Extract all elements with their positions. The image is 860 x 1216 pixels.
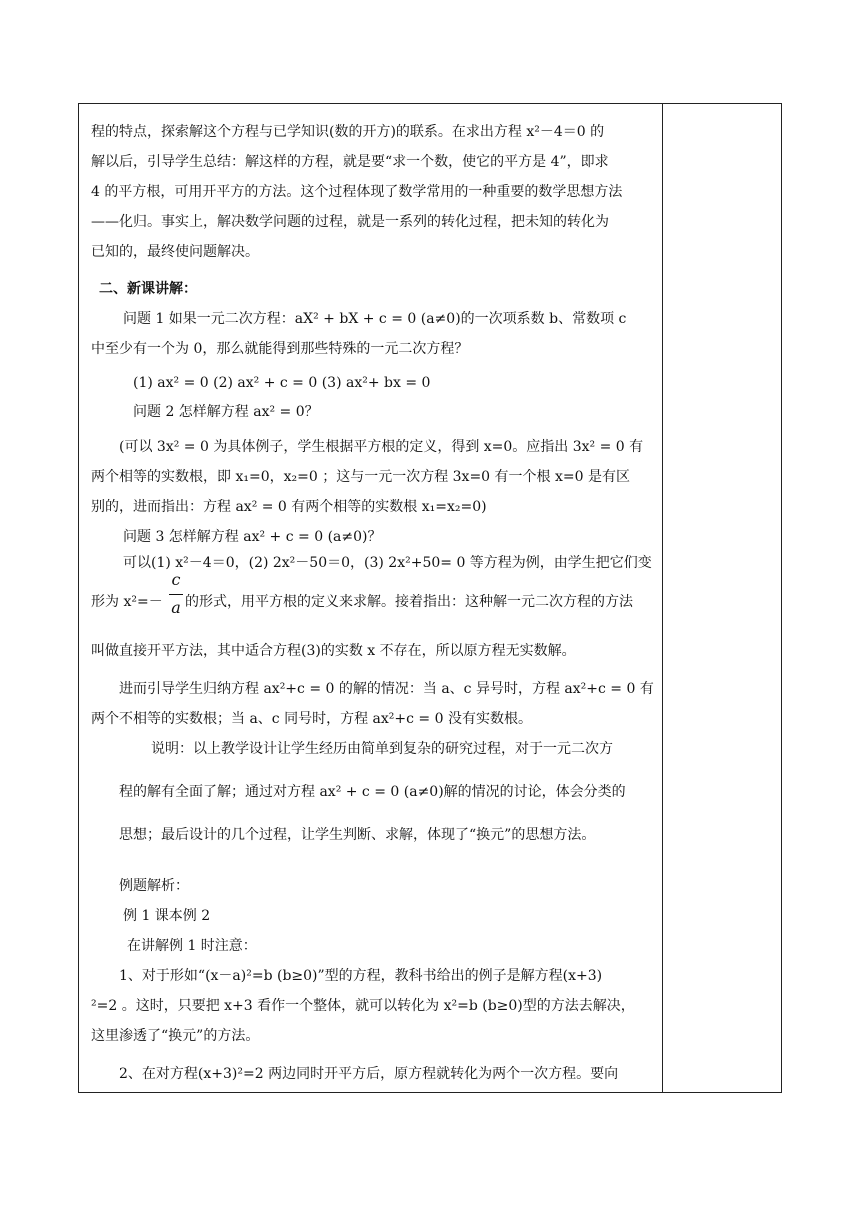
text-line: 可以(1) x²－4＝0，(2) 2x²－50＝0，(3) 2x²+50= 0 等方程为例，由学生把它们变 <box>123 555 652 571</box>
equation-list: (1) ax² = 0 (2) ax² + c = 0 (3) ax²+ bx = 0 <box>133 375 431 391</box>
text-line: 问题 1 如果一元二次方程：aX² + bX + c = 0 (a≠0)的一次项系数 b、常数项 c <box>123 311 627 327</box>
text-line: 2、在对方程(x+3)²=2 两边同时开平方后，原方程就转化为两个一次方程。要向 <box>119 1066 619 1082</box>
text-line: 1、对于形如“(x－a)²=b (b≥0)”型的方程，教科书给出的例子是解方程(x+3) <box>119 968 603 984</box>
text-line: 问题 3 怎样解方程 ax² + c = 0 (a≠0)？ <box>123 529 382 545</box>
text-line: 解以后，引导学生总结：解这样的方程，就是要“求一个数，使它的平方是 4”，即求 <box>91 154 609 170</box>
text-line: 两个不相等的实数根；当 a、c 同号时，方程 ax²+c = 0 没有实数根。 <box>91 711 532 727</box>
text-line: (可以 3x² = 0 为具体例子，学生根据平方根的定义，得到 x=0。应指出 3x² = 0 有 <box>119 439 644 455</box>
text-line: 4 的平方根，可用开平方的方法。这个过程体现了数学常用的一种重要的数学思想方法 <box>91 184 623 200</box>
text-line: 叫做直接开平方法，其中适合方程(3)的实数 x 不存在，所以原方程无实数解。 <box>91 643 576 659</box>
note-line: 程的解有全面了解；通过对方程 ax² + c = 0 (a≠0)解的情况的讨论，体会分类的 <box>119 784 626 800</box>
section-heading: 二、新课讲解： <box>99 281 197 297</box>
fraction-denominator: a <box>171 598 181 617</box>
note-line: 说明：以上教学设计让学生经历由简单到复杂的研究过程，对于一元二次方 <box>151 741 613 757</box>
text-line: 程的特点，探索解这个方程与已学知识(数的开方)的联系。在求出方程 x²－4＝0 的 <box>91 124 605 140</box>
text-line: 形为 x²=－ <box>91 594 163 610</box>
text-line: 别的，进而指出：方程 ax² = 0 有两个相等的实数根 x₁=x₂=0) <box>91 499 487 515</box>
text-line: 进而引导学生归纳方程 ax²+c = 0 的解的情况：当 a、c 异号时，方程 ax²+c = 0 有 <box>119 681 654 697</box>
text-line: 两个相等的实数根，即 x₁=0，x₂=0 ；这与一元一次方程 3x=0 有一个根 x=0 是有区 <box>91 469 630 485</box>
text-line: ——化归。事实上，解决数学问题的过程，就是一系列的转化过程，把未知的转化为 <box>91 214 609 230</box>
text-line: 的形式，用平方根的定义来求解。接着指出：这种解一元二次方程的方法 <box>185 594 633 610</box>
text-line: 在讲解例 1 时注意： <box>127 938 257 954</box>
column-divider <box>662 104 663 1092</box>
text-line: 这里渗透了“换元”的方法。 <box>91 1028 260 1044</box>
note-line: 思想；最后设计的几个过程，让学生判断、求解，体现了“换元”的思想方法。 <box>119 827 596 843</box>
subheading: 例题解析： <box>119 878 189 894</box>
text-line: 中至少有一个为 0，那么就能得到那些特殊的一元二次方程？ <box>91 341 469 357</box>
example-line: 例 1 课本例 2 <box>123 908 211 924</box>
text-line: 已知的，最终使问题解决。 <box>91 244 259 260</box>
text-line: 问题 2 怎样解方程 ax² = 0？ <box>133 404 319 420</box>
text-line: ²=2 。这时，只要把 x+3 看作一个整体，就可以转化为 x²=b (b≥0)型的方法去解决， <box>91 998 635 1014</box>
lesson-table <box>78 103 782 1093</box>
fraction-bar <box>169 594 183 595</box>
fraction-numerator: c <box>171 570 181 589</box>
